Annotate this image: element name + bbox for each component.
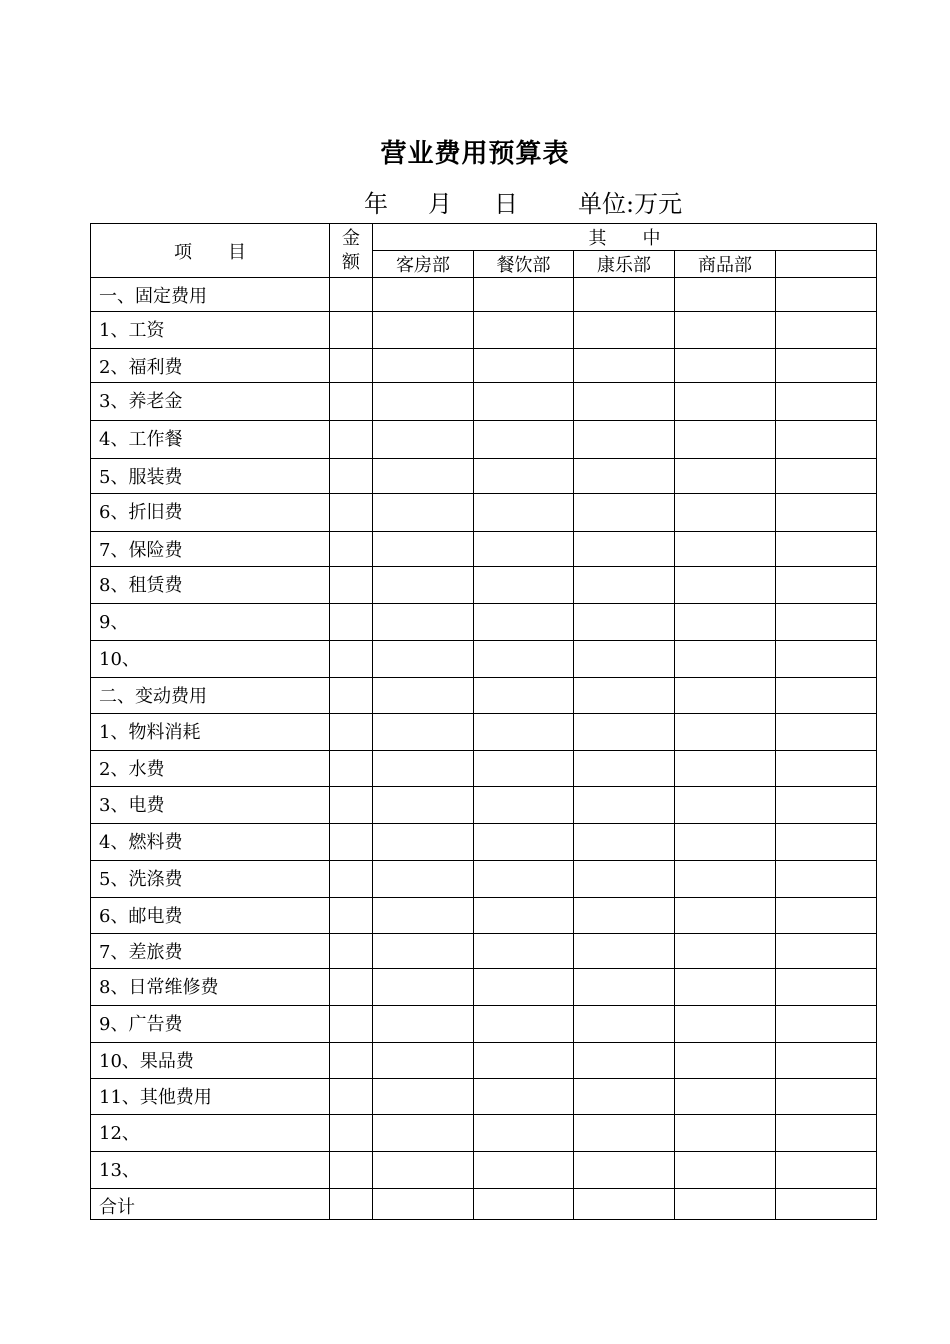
department-cell[interactable] [474, 604, 574, 641]
department-cell[interactable] [776, 532, 877, 567]
table-row [91, 1115, 877, 1152]
dept-header: 餐饮部 [474, 251, 574, 278]
department-cell[interactable] [675, 714, 776, 751]
department-cell[interactable] [776, 383, 877, 421]
year-label: 年 [364, 190, 388, 218]
department-cell[interactable] [373, 1152, 474, 1189]
department-cell[interactable] [373, 861, 474, 898]
row-item-label: 5、洗涤费 [91, 861, 330, 898]
row-item-label: 4、工作餐 [91, 421, 330, 459]
department-cell[interactable] [574, 383, 675, 421]
department-cell[interactable] [675, 604, 776, 641]
department-cell[interactable] [574, 532, 675, 567]
department-cell[interactable] [574, 969, 675, 1006]
department-cell[interactable] [474, 898, 574, 934]
department-cell[interactable] [474, 934, 574, 969]
department-cell[interactable] [776, 459, 877, 494]
department-cell[interactable] [776, 751, 877, 787]
department-cell[interactable] [474, 641, 574, 678]
unit-label: 单位:万元 [578, 190, 683, 218]
row-item-label: 7、差旅费 [91, 934, 330, 969]
department-cell[interactable] [675, 861, 776, 898]
amount-cell[interactable] [330, 312, 373, 349]
amount-cell[interactable] [330, 898, 373, 934]
department-cell[interactable] [574, 1079, 675, 1115]
department-cell[interactable] [776, 1043, 877, 1079]
amount-cell[interactable] [330, 278, 373, 312]
department-cell[interactable] [474, 278, 574, 312]
row-item-label: 1、物料消耗 [91, 714, 330, 751]
department-cell[interactable] [776, 604, 877, 641]
department-cell[interactable] [574, 349, 675, 383]
table-row [91, 898, 877, 934]
row-item-label: 9、 [91, 604, 330, 641]
department-cell[interactable] [675, 349, 776, 383]
row-item-label: 8、日常维修费 [91, 969, 330, 1006]
department-cell[interactable] [675, 494, 776, 532]
table-row [91, 312, 877, 349]
department-cell[interactable] [675, 1189, 776, 1220]
amount-cell[interactable] [330, 1152, 373, 1189]
amount-cell[interactable] [330, 678, 373, 714]
row-item-label: 3、电费 [91, 787, 330, 824]
department-cell[interactable] [474, 861, 574, 898]
table-row [91, 349, 877, 383]
row-item-label: 9、广告费 [91, 1006, 330, 1043]
department-cell[interactable] [373, 383, 474, 421]
department-cell[interactable] [574, 421, 675, 459]
department-cell[interactable] [373, 421, 474, 459]
table-row [91, 1006, 877, 1043]
table-row [91, 1189, 877, 1220]
row-item-label: 1、工资 [91, 312, 330, 349]
department-cell[interactable] [776, 824, 877, 861]
department-cell[interactable] [474, 312, 574, 349]
table-row [91, 824, 877, 861]
department-cell[interactable] [776, 641, 877, 678]
department-cell[interactable] [574, 714, 675, 751]
day-label: 日 [494, 190, 518, 218]
row-item-label: 12、 [91, 1115, 330, 1152]
department-cell[interactable] [474, 714, 574, 751]
amount-cell[interactable] [330, 1115, 373, 1152]
department-cell[interactable] [574, 934, 675, 969]
department-cell[interactable] [574, 1189, 675, 1220]
table-row [91, 604, 877, 641]
department-cell[interactable] [675, 383, 776, 421]
department-cell[interactable] [574, 567, 675, 604]
amount-cell[interactable] [330, 934, 373, 969]
row-item-label: 2、福利费 [91, 349, 330, 383]
department-cell[interactable] [675, 1079, 776, 1115]
department-cell[interactable] [675, 1152, 776, 1189]
row-item-label: 8、租赁费 [91, 567, 330, 604]
department-cell[interactable] [373, 1115, 474, 1152]
amount-header: 金 额 [330, 224, 373, 278]
department-cell[interactable] [574, 459, 675, 494]
department-cell[interactable] [776, 1006, 877, 1043]
department-cell[interactable] [675, 1006, 776, 1043]
department-cell[interactable] [776, 567, 877, 604]
row-item-label: 10、果品费 [91, 1043, 330, 1079]
table-row [91, 934, 877, 969]
department-cell[interactable] [776, 1079, 877, 1115]
department-cell[interactable] [574, 604, 675, 641]
row-item-label: 11、其他费用 [91, 1079, 330, 1115]
department-cell[interactable] [776, 278, 877, 312]
page-title: 营业费用预算表 [380, 139, 570, 169]
department-cell[interactable] [675, 459, 776, 494]
department-cell[interactable] [474, 383, 574, 421]
row-item-label: 13、 [91, 1152, 330, 1189]
department-cell[interactable] [776, 421, 877, 459]
department-cell[interactable] [675, 934, 776, 969]
department-cell[interactable] [373, 312, 474, 349]
dept-header [776, 251, 877, 278]
department-cell[interactable] [373, 1006, 474, 1043]
department-cell[interactable] [574, 1043, 675, 1079]
department-cell[interactable] [474, 678, 574, 714]
department-cell[interactable] [373, 278, 474, 312]
department-cell[interactable] [675, 567, 776, 604]
department-cell[interactable] [373, 934, 474, 969]
department-cell[interactable] [574, 678, 675, 714]
row-item-label: 7、保险费 [91, 532, 330, 567]
department-cell[interactable] [474, 1152, 574, 1189]
department-cell[interactable] [373, 349, 474, 383]
table-row [91, 278, 877, 312]
table-row [91, 751, 877, 787]
table-row [91, 787, 877, 824]
table-row [91, 641, 877, 678]
department-cell[interactable] [776, 312, 877, 349]
amount-cell[interactable] [330, 349, 373, 383]
department-cell[interactable] [373, 494, 474, 532]
dept-header: 商品部 [675, 251, 776, 278]
department-cell[interactable] [675, 641, 776, 678]
department-cell[interactable] [675, 278, 776, 312]
department-cell[interactable] [776, 678, 877, 714]
department-cell[interactable] [373, 751, 474, 787]
amount-cell[interactable] [330, 751, 373, 787]
department-cell[interactable] [373, 1189, 474, 1220]
row-item-label: 5、服装费 [91, 459, 330, 494]
amount-cell[interactable] [330, 641, 373, 678]
department-cell[interactable] [474, 1043, 574, 1079]
department-cell[interactable] [675, 1115, 776, 1152]
department-cell[interactable] [675, 421, 776, 459]
department-cell[interactable] [574, 1115, 675, 1152]
table-row [91, 1043, 877, 1079]
department-cell[interactable] [675, 751, 776, 787]
item-header: 项 目 [91, 224, 330, 278]
department-cell[interactable] [474, 1115, 574, 1152]
amount-cell[interactable] [330, 383, 373, 421]
department-cell[interactable] [776, 969, 877, 1006]
department-cell[interactable] [373, 678, 474, 714]
department-cell[interactable] [474, 787, 574, 824]
department-cell[interactable] [675, 678, 776, 714]
department-cell[interactable] [776, 714, 877, 751]
department-cell[interactable] [675, 532, 776, 567]
department-cell[interactable] [474, 349, 574, 383]
row-item-label: 10、 [91, 641, 330, 678]
department-cell[interactable] [574, 898, 675, 934]
department-cell[interactable] [373, 567, 474, 604]
department-cell[interactable] [373, 459, 474, 494]
table-row [91, 383, 877, 421]
department-cell[interactable] [474, 567, 574, 604]
department-cell[interactable] [776, 861, 877, 898]
table-row [91, 494, 877, 532]
department-cell[interactable] [574, 312, 675, 349]
department-cell[interactable] [776, 1189, 877, 1220]
row-item-label: 3、养老金 [91, 383, 330, 421]
budget-table [90, 223, 877, 1220]
department-cell[interactable] [574, 787, 675, 824]
department-cell[interactable] [474, 824, 574, 861]
amount-cell[interactable] [330, 824, 373, 861]
dept-header: 客房部 [373, 251, 474, 278]
row-item-label: 4、燃料费 [91, 824, 330, 861]
department-cell[interactable] [474, 751, 574, 787]
department-cell[interactable] [574, 641, 675, 678]
amount-cell[interactable] [330, 494, 373, 532]
department-cell[interactable] [574, 824, 675, 861]
department-cell[interactable] [776, 1115, 877, 1152]
department-cell[interactable] [373, 604, 474, 641]
department-cell[interactable] [675, 824, 776, 861]
amount-cell[interactable] [330, 1043, 373, 1079]
department-cell[interactable] [373, 714, 474, 751]
department-cell[interactable] [373, 1043, 474, 1079]
department-cell[interactable] [776, 349, 877, 383]
table-row [91, 421, 877, 459]
of-which-header: 其 中 [373, 224, 877, 251]
department-cell[interactable] [474, 532, 574, 567]
amount-cell[interactable] [330, 1006, 373, 1043]
department-cell[interactable] [373, 1079, 474, 1115]
department-cell[interactable] [373, 787, 474, 824]
department-cell[interactable] [574, 494, 675, 532]
table-row [91, 714, 877, 751]
department-cell[interactable] [474, 494, 574, 532]
department-cell[interactable] [675, 898, 776, 934]
department-cell[interactable] [675, 312, 776, 349]
department-cell[interactable] [474, 1079, 574, 1115]
amount-cell[interactable] [330, 969, 373, 1006]
table-row [91, 567, 877, 604]
amount-cell[interactable] [330, 604, 373, 641]
amount-cell[interactable] [330, 861, 373, 898]
row-item-label: 二、变动费用 [91, 678, 330, 714]
department-cell[interactable] [574, 1006, 675, 1043]
department-cell[interactable] [574, 861, 675, 898]
department-cell[interactable] [675, 787, 776, 824]
department-cell[interactable] [574, 751, 675, 787]
table-row [91, 678, 877, 714]
amount-cell[interactable] [330, 1079, 373, 1115]
row-item-label: 合计 [91, 1189, 330, 1220]
table-row [91, 532, 877, 567]
department-cell[interactable] [776, 1152, 877, 1189]
department-cell[interactable] [776, 898, 877, 934]
amount-cell[interactable] [330, 459, 373, 494]
department-cell[interactable] [474, 459, 574, 494]
department-cell[interactable] [474, 1189, 574, 1220]
table-row [91, 1079, 877, 1115]
dateline [364, 184, 682, 219]
department-cell[interactable] [373, 532, 474, 567]
department-cell[interactable] [373, 898, 474, 934]
dept-header: 康乐部 [574, 251, 675, 278]
department-cell[interactable] [776, 494, 877, 532]
department-cell[interactable] [574, 278, 675, 312]
department-cell[interactable] [474, 421, 574, 459]
department-cell[interactable] [474, 969, 574, 1006]
amount-cell[interactable] [330, 787, 373, 824]
department-cell[interactable] [373, 824, 474, 861]
department-cell[interactable] [675, 1043, 776, 1079]
department-cell[interactable] [776, 787, 877, 824]
department-cell[interactable] [776, 934, 877, 969]
department-cell[interactable] [373, 969, 474, 1006]
table-row [91, 1152, 877, 1189]
department-cell[interactable] [574, 1152, 675, 1189]
amount-cell[interactable] [330, 421, 373, 459]
amount-cell[interactable] [330, 1189, 373, 1220]
amount-cell[interactable] [330, 567, 373, 604]
table-row [91, 861, 877, 898]
row-item-label: 6、折旧费 [91, 494, 330, 532]
row-item-label: 一、固定费用 [91, 278, 330, 312]
department-cell[interactable] [675, 969, 776, 1006]
row-item-label: 6、邮电费 [91, 898, 330, 934]
row-item-label: 2、水费 [91, 751, 330, 787]
department-cell[interactable] [474, 1006, 574, 1043]
table-row [91, 969, 877, 1006]
amount-cell[interactable] [330, 714, 373, 751]
month-label: 月 [428, 190, 452, 218]
table-row [91, 459, 877, 494]
amount-cell[interactable] [330, 532, 373, 567]
department-cell[interactable] [373, 641, 474, 678]
